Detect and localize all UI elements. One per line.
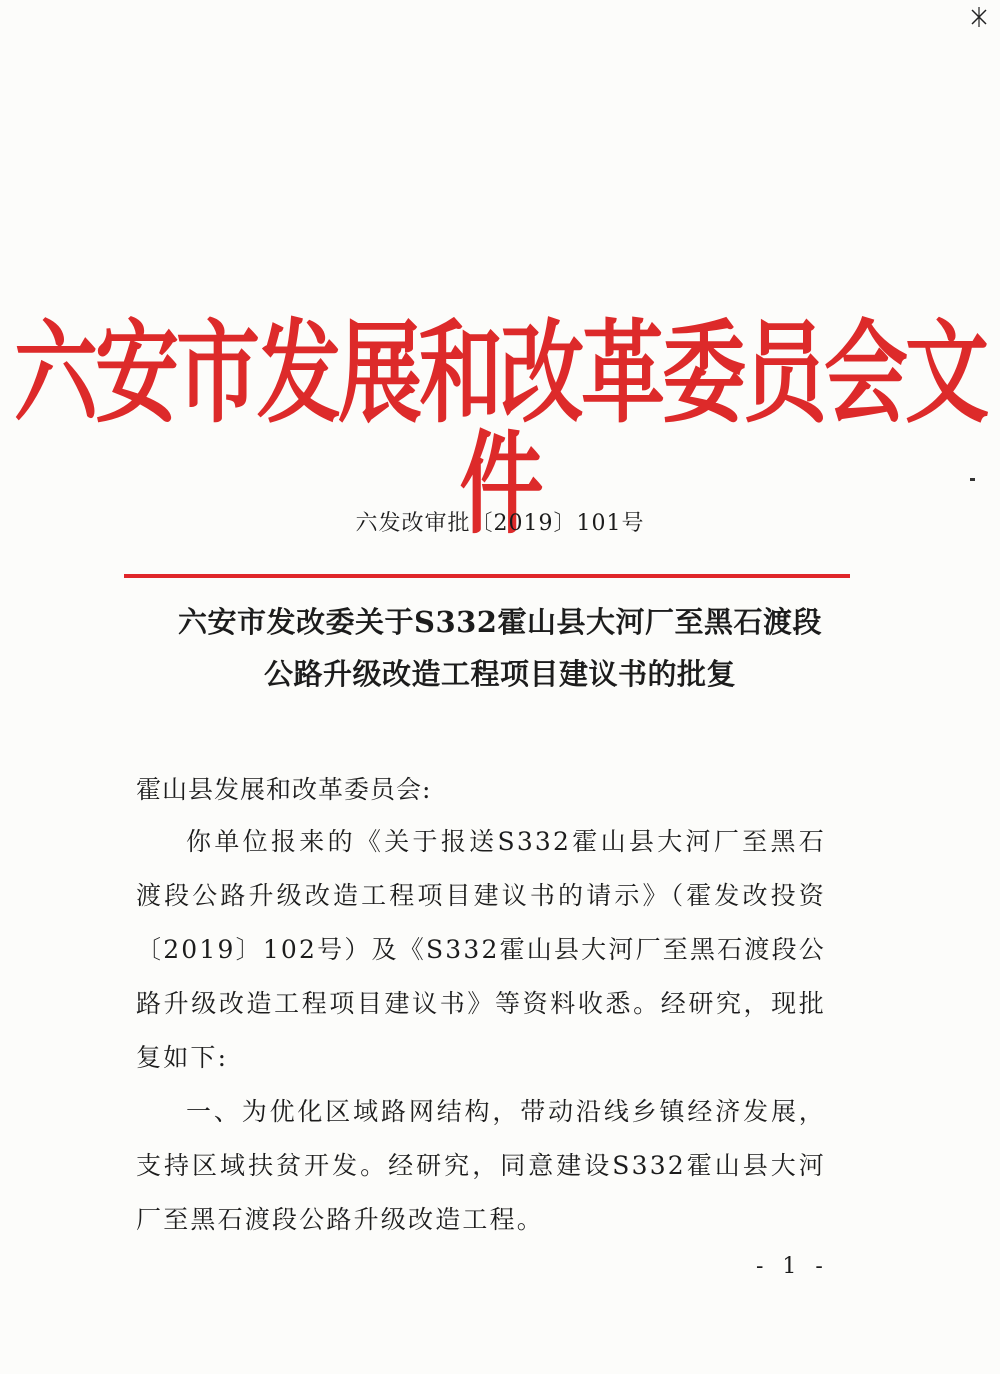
- body-paragraph-2: 一、为优化区域路网结构，带动沿线乡镇经济发展，支持区域扶贫开发。经研究，同意建设S332霍山县大河厂至黑石渡段公路升级改造工程。: [136, 1097, 826, 1234]
- body-paragraph-1: 你单位报来的《关于报送S332霍山县大河厂至黑石渡段公路升级改造工程项目建议书的请示》（霍发改投资〔2019〕102号）及《S332霍山县大河厂至黑石渡段公路升级改造工程项目建议书》等资料收悉。经研究，现批复如下:: [136, 827, 826, 1072]
- subject-line-2: 公路升级改造工程项目建议书的批复: [263, 657, 736, 691]
- page-number: - 1 -: [756, 1254, 829, 1279]
- document-number: 六发改审批〔2019〕101号: [355, 511, 645, 536]
- subject-line-1: 六安市发改委关于S332霍山县大河厂至黑石渡段: [178, 605, 822, 639]
- corner-mark-icon: [968, 6, 990, 28]
- red-divider: [124, 574, 850, 578]
- document-body: [136, 765, 826, 1247]
- document-subject: [0, 596, 1000, 700]
- addressee: 霍山县发展和改革委员会:: [136, 775, 432, 804]
- document-header-title: 六安市发展和改革委员会文件: [13, 308, 986, 549]
- margin-mark: [970, 478, 975, 481]
